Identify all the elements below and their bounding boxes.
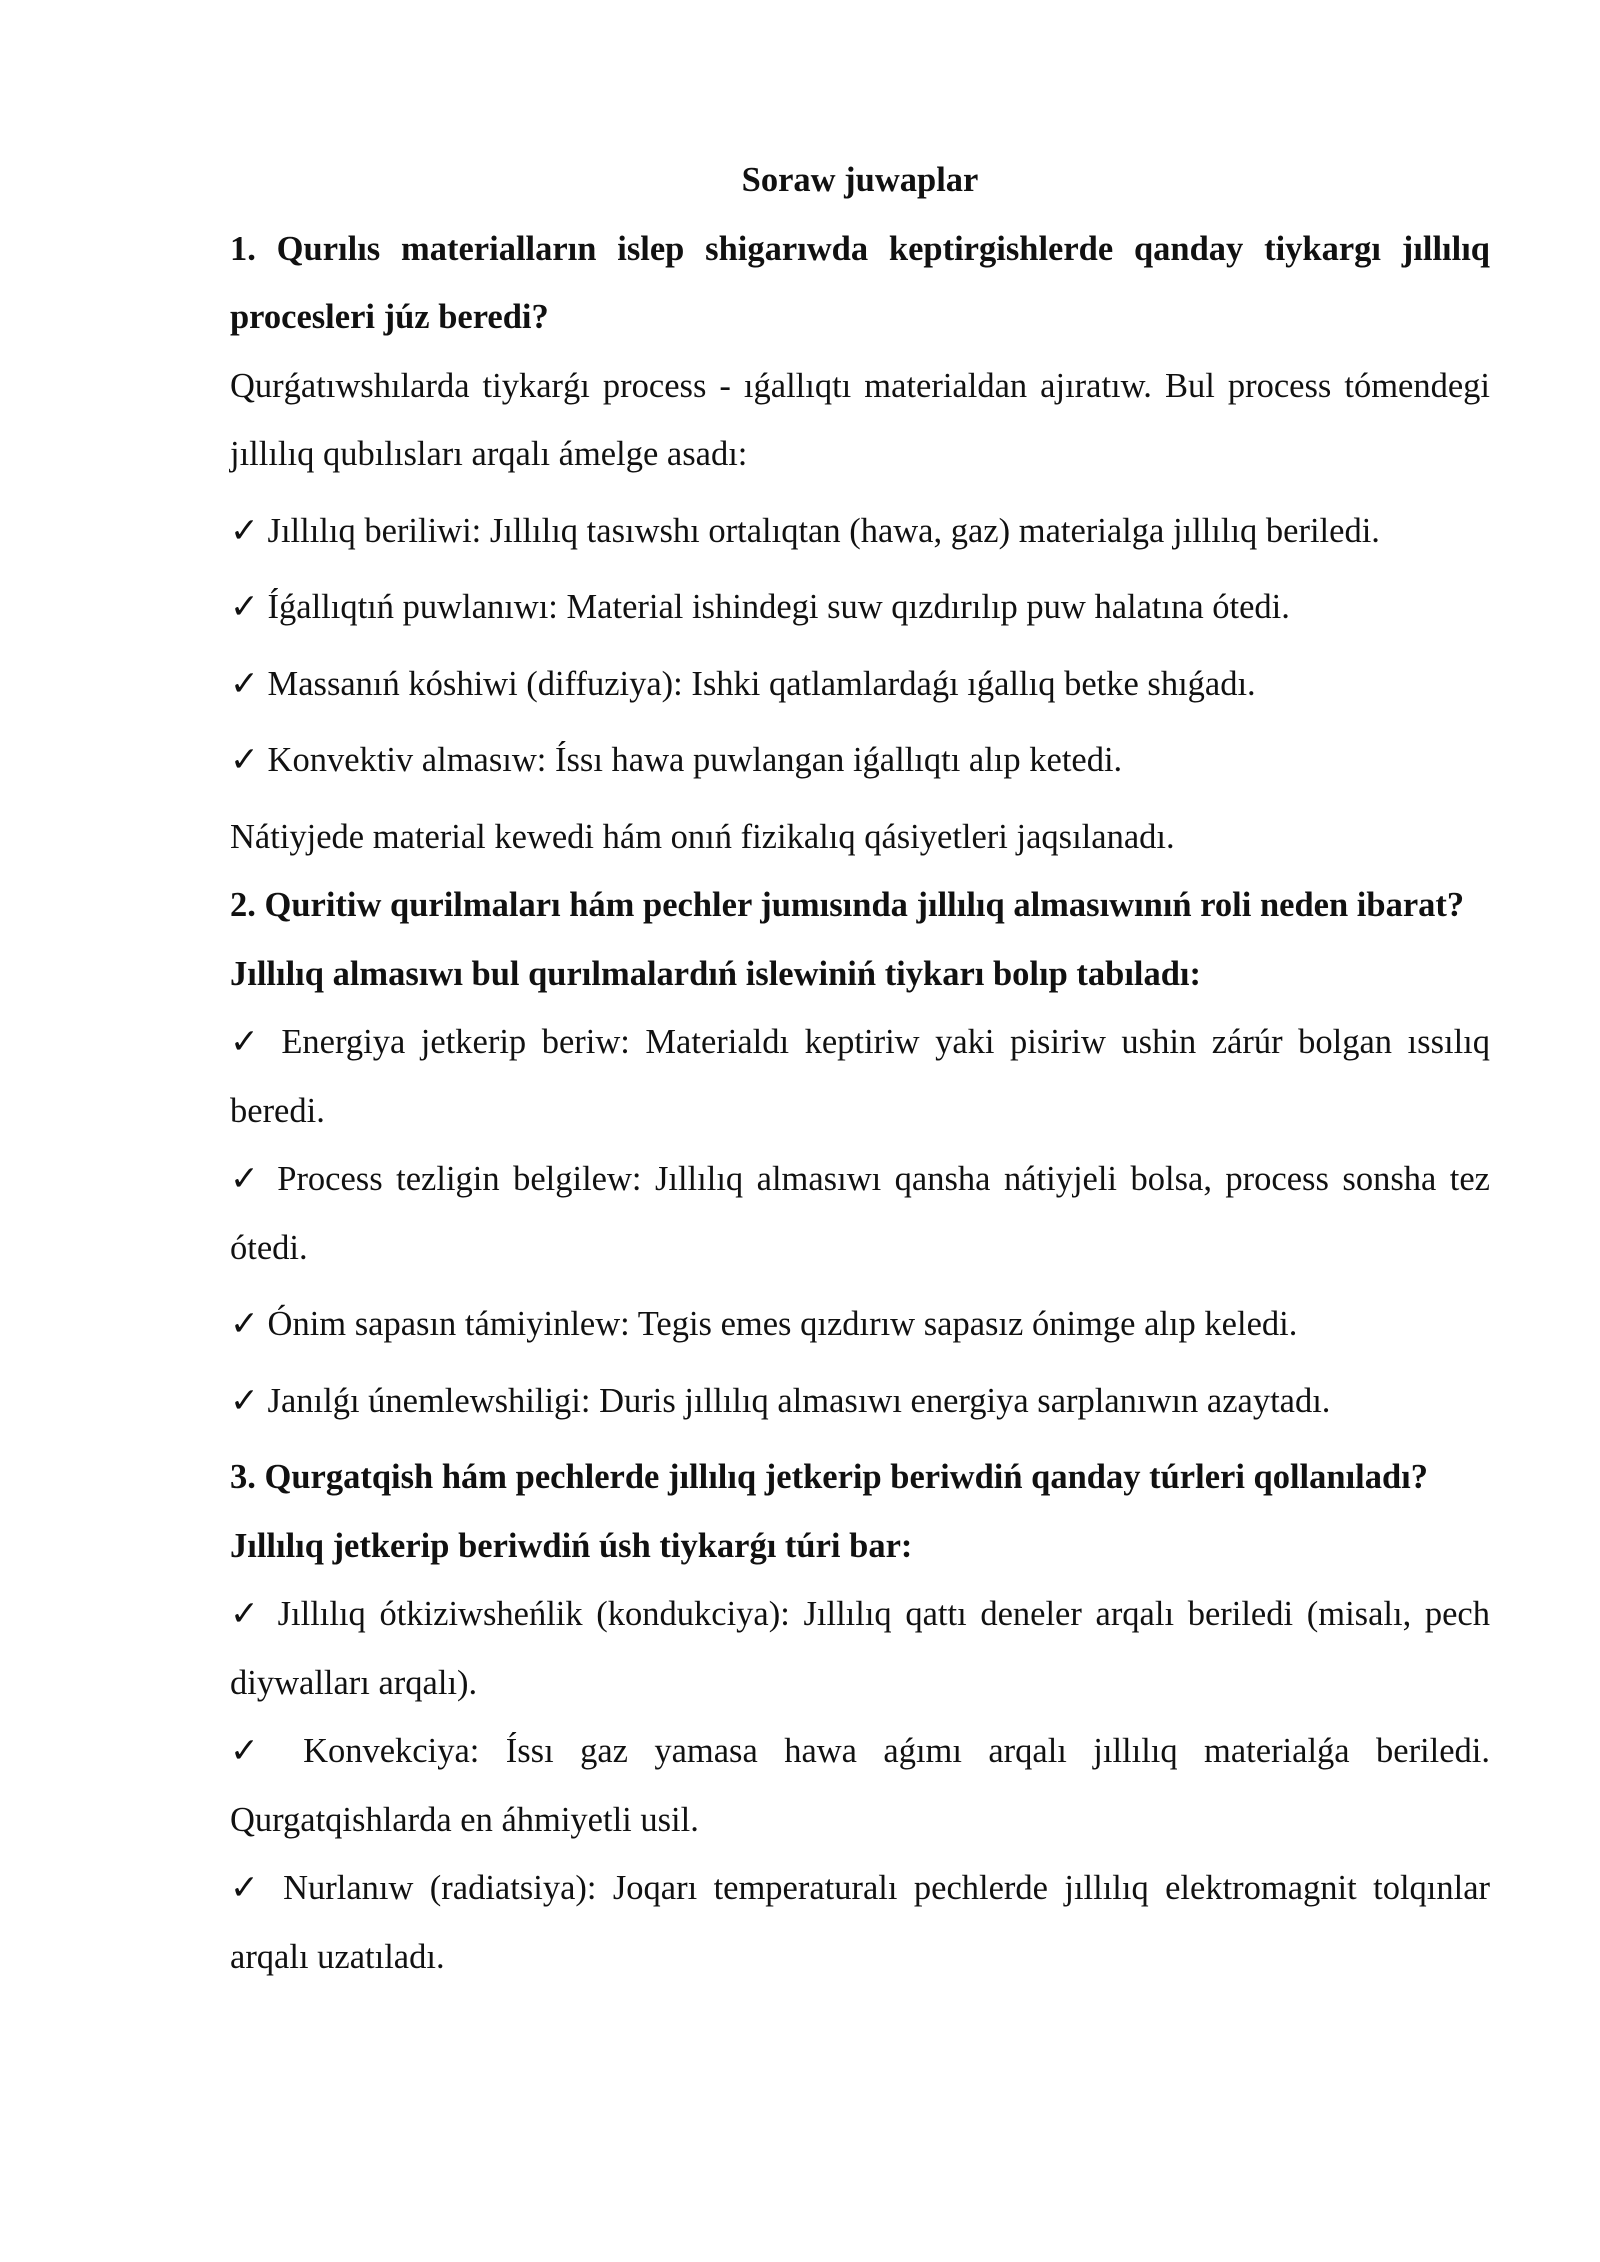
question-1: 1. Qurılıs materialların islep shigarıwda keptirgishlerde qanday tiykargı jıllılıq procesleri júz beredi?: [230, 229, 1490, 336]
answer-2-bullet-1: ✓ Energiya jetkerip beriw: Materialdı keptiriw yaki pisiriw ushin zárúr bolgan ıssılıq beredi.: [230, 1023, 1490, 1130]
answer-2-bullet-2: ✓ Process tezligin belgilew: Jıllılıq almasıwı qansha nátiyjeli bolsa, process sonsha tez ótedi.: [230, 1160, 1490, 1267]
answer-1-bullet-3: ✓ Massanıń kóshiwi (diffuziya): Ishki qatlamlardaǵı ıǵallıq betke shıǵadı.: [230, 664, 1256, 703]
answer-1-intro: Qurǵatıwshılarda tiykarǵı process - ıǵallıqtı materialdan ajıratıw. Bul process tómendegi jıllılıq qubılısları arqalı ámelge asadı:: [230, 366, 1490, 473]
answer-3-bullet-1: ✓ Jıllılıq ótkiziwsheńlik (kondukciya): Jıllılıq qattı deneler arqalı beriledi (misalı, pech diywalları arqalı).: [230, 1595, 1490, 1702]
answer-1-bullet-2: ✓ Íǵallıqtıń puwlanıwı: Material ishindegi suw qızdırılıp puw halatına ótedi.: [230, 588, 1290, 626]
question-3: 3. Qurgatqish hám pechlerde jıllılıq jetkerip beriwdiń qanday túrleri qollanıladı?: [230, 1458, 1429, 1496]
answer-1-bullet-1: ✓ Jıllılıq beriliwi: Jıllılıq tasıwshı ortalıqtan (hawa, gaz) materialga jıllılıq beriledi.: [230, 511, 1380, 550]
answer-3-bullet-2: ✓ Konvekciya: Íssı gaz yamasa hawa aǵımı arqalı jıllılıq materialǵa beriledi. Qurgatqishlarda en áhmiyetli usil.: [230, 1732, 1490, 1839]
answer-3-bullet-3: ✓ Nurlanıw (radiatsiya): Joqarı temperaturalı pechlerde jıllılıq elektromagnit tolqınlar arqalı uzatıladı.: [230, 1869, 1490, 1976]
document-page: [230, 146, 1490, 1991]
answer-1-outro: Nátiyjede material kewedi hám onıń fizikalıq qásiyetleri jaqsılanadı.: [230, 817, 1175, 856]
answer-2-bullet-4: ✓ Janılǵı únemlewshiligi: Duris jıllılıq almasıwı energiya sarplanıwın azaytadı.: [230, 1381, 1331, 1420]
answer-3-lead: Jıllılıq jetkerip beriwdiń úsh tiykarǵı túri bar:: [230, 1526, 913, 1565]
answer-2-bullet-3: ✓ Ónim sapasın támiyinlew: Tegis emes qızdırıw sapasız ónimge alıp keledi.: [230, 1305, 1298, 1343]
question-2: 2. Quritiw qurilmaları hám pechler jumısında jıllılıq almasıwınıń roli neden ibarat?: [230, 886, 1465, 924]
answer-2-lead: Jıllılıq almasıwı bul qurılmalardıń islewiniń tiykarı bolıp tabıladı:: [230, 954, 1202, 993]
document-title: Soraw juwaplar: [741, 161, 979, 199]
answer-1-bullet-4: ✓ Konvektiv almasıw: Íssı hawa puwlangan iǵallıqtı alıp ketedi.: [230, 741, 1123, 779]
